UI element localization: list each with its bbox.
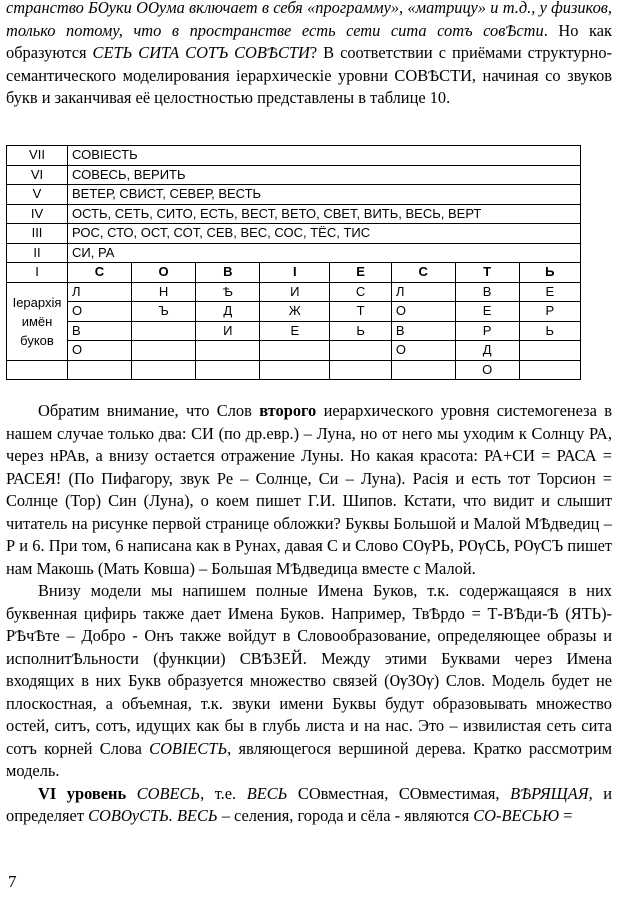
letter-cell: Е: [330, 263, 391, 283]
name-cell: [68, 360, 132, 380]
letter-cell: I: [260, 263, 330, 283]
letter-cell: С: [391, 263, 455, 283]
letter-cell: С: [68, 263, 132, 283]
name-cell: Н: [131, 282, 195, 302]
name-cell: В: [455, 282, 519, 302]
name-cell: О: [391, 341, 455, 361]
name-cell: Д: [196, 302, 260, 322]
name-cell: О: [391, 302, 455, 322]
name-cell: В: [391, 321, 455, 341]
name-cell: Р: [519, 302, 580, 322]
level-words: СИ, РА: [68, 243, 581, 263]
name-row: [7, 282, 581, 302]
name-cell: Ь: [330, 321, 391, 341]
level-words: РОС, СТО, ОСТ, СОТ, СЕВ, ВЕС, СОС, ТЁС, ТИС: [68, 224, 581, 244]
name-cell: Т: [330, 302, 391, 322]
main-text: [6, 400, 612, 828]
side-label-line: Iерархiя: [12, 294, 62, 310]
name-row: [7, 341, 581, 361]
level-number: II: [7, 243, 68, 263]
level-row: [7, 224, 581, 244]
side-label-line: имён: [21, 313, 53, 329]
name-cell: Р: [455, 321, 519, 341]
name-cell: И: [196, 321, 260, 341]
level-number: III: [7, 224, 68, 244]
name-row: [7, 360, 581, 380]
level-row: [7, 185, 581, 205]
level-words: СОВIЕСТЬ: [68, 146, 581, 166]
name-cell: Ж: [260, 302, 330, 322]
name-cell: Л: [391, 282, 455, 302]
name-cell: [196, 360, 260, 380]
level-row: [7, 243, 581, 263]
name-cell: [260, 341, 330, 361]
name-cell: О: [68, 302, 132, 322]
page-number: 7: [8, 872, 17, 891]
letter-cell: Т: [455, 263, 519, 283]
name-cell: [391, 360, 455, 380]
name-cell: [330, 341, 391, 361]
name-cell: [519, 360, 580, 380]
name-cell: И: [260, 282, 330, 302]
paragraph-letter-names: Внизу модели мы напишем полные Имена Буков, т.к. содержащаяся в них буквенная цифирь также дает Имена Буков. Например, ТвѢрдо = Т-ВѢди-Ѣ (ЯТЬ)-РѢчѢте – Добро - Онъ также войдут в Словообразование, определяющее образы и исполнитѢльности (функции) СВѢЗЕЙ. Между этими Буквами через Имена входящих в них Букв образуется множество связей (ѸЗѸ) Слов. Модель будет не плоскостная, а объемная, т.к. звуки имени Буквы будут образовывать множество остей, ситъ, сотъ, идущих как бы в глубь листа и на нас. Это – извилистая сеть сита сотъ корней Слова СОВIЕСТЬ, являющегося вершиной дерева. Кратко рассмотрим модель.: [6, 581, 612, 780]
name-cell: Е: [260, 321, 330, 341]
name-cell: [196, 341, 260, 361]
name-cell: [330, 360, 391, 380]
level-number: I: [7, 263, 68, 283]
name-cell: [260, 360, 330, 380]
level-row: [7, 165, 581, 185]
name-cell: Л: [68, 282, 132, 302]
level-row: [7, 146, 581, 166]
name-cell: С: [330, 282, 391, 302]
level-number: IV: [7, 204, 68, 224]
name-cell: Ь: [519, 321, 580, 341]
name-cell: [519, 341, 580, 361]
letter-cell: Ь: [519, 263, 580, 283]
intro-paragraph: странство БѸки ОѸма включает в себя «программу», «матрицу» и т.д., у физиков, только потому, что в пространстве есть сети сита сотъ совѢсти. Но как образуются СЕТЬ СИТА СОТЪ СОВѢСТИ? В соответствии с приёмами структурно-семантического моделирования iерархическiе уровни СОВѢСТИ, начиная со звуков букв и заканчивая её целостностью представлены в таблице 10.: [6, 0, 613, 107]
level-words: ВЕТЕР, СВИСТ, СЕВЕР, ВЕСТЬ: [68, 185, 581, 205]
letter-cell: О: [131, 263, 195, 283]
name-cell: [131, 321, 195, 341]
name-cell: Е: [455, 302, 519, 322]
side-label-line: буков: [20, 332, 54, 348]
name-cell: Ѣ: [196, 282, 260, 302]
level-number: VI: [7, 165, 68, 185]
hierarchy-table: [6, 145, 581, 380]
level-row: [7, 204, 581, 224]
level-number: VII: [7, 146, 68, 166]
paragraph-level-six: VI уровень СОВЕСЬ, т.е. ВЕСЬ СОвместная, СОвместимая, ВѢРЯЩАЯ, и определяет СОВѸСТЬ. ВЕСЬ – селения, города и сёла - являются СО-ВЕСЬЮ =: [6, 783, 612, 825]
name-cell: [131, 360, 195, 380]
name-cell: О: [455, 360, 519, 380]
level-words: ОСТЬ, СЕТЬ, СИТО, ЕСТЬ, ВЕСТ, ВЕТО, СВЕТ, ВИТЬ, ВЕСЬ, ВЕРТ: [68, 204, 581, 224]
name-cell: В: [68, 321, 132, 341]
letter-cell: В: [196, 263, 260, 283]
empty-cell: [7, 360, 68, 380]
name-cell: [131, 341, 195, 361]
name-cell: Е: [519, 282, 580, 302]
paragraph-second-level: Обратим внимание, что Слов второго иерархического уровня системогенеза в нашем случае только два: СИ (по др.евр.) – Луна, но от него мы уходим к Солнцу РА, через нРАв, а внизу остается отражение Луны. Но какая красота: РА+СИ = РАСА = РАСЕЯ! (По Пифагору, звук Ре – Солнце, Си – Луна). Расія и есть тот Торсион = Солнце (Тор) Син (Луна), о коем пишет Г.И. Шипов. Кстати, что видит и слышит читатель на рисунке первой странице обложки? Буквы Большой и Малой МѢдведиц – Р и 6. При том, 6 написана как в Рунах, давая С и Слово СѸРЬ, РѸСЬ, РѸСЪ пишет нам Макошь (Мать Ковша) – Большая МѢдведица вместе с Малой.: [6, 401, 613, 578]
name-cell: Ъ: [131, 302, 195, 322]
name-cell: Д: [455, 341, 519, 361]
name-row: [7, 321, 581, 341]
name-row: [7, 302, 581, 322]
level-words: СОВЕСЬ, ВЕРИТЬ: [68, 165, 581, 185]
name-cell: О: [68, 341, 132, 361]
level-number: V: [7, 185, 68, 205]
letters-row: [7, 263, 581, 283]
side-label: [7, 282, 68, 360]
